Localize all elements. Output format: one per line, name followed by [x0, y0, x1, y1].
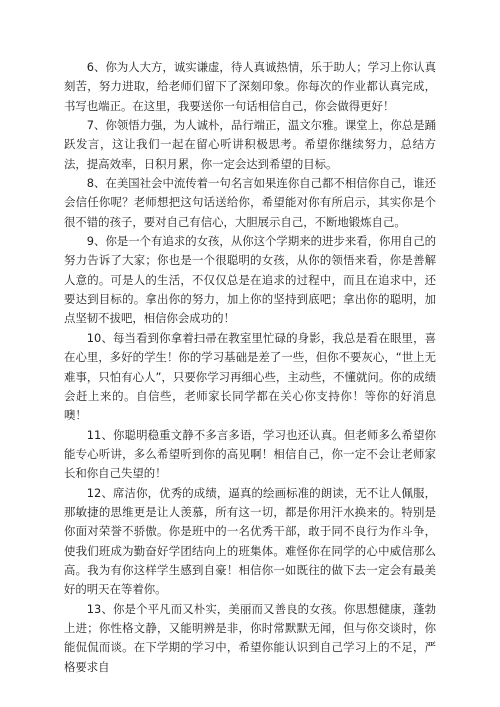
comment-paragraph-13: 13、你是个平凡而又朴实，美丽而又善良的女孩。你思想健康，蓬勃上进；你性格文静，又能明辨是非，你时常默默无闻，但与你交谈时，你能侃侃而谈。在下学期的学习中，希望你能认识到自己学习上的不足，严格要求自	[64, 601, 436, 674]
comment-paragraph-7: 7、你领悟力强，为人诚朴，品行端正，温文尔雅。课堂上，你总是踊跃发言，这让我们一起在留心听讲积极思考。希望你继续努力，总结方法，提高效率，日积月累，你一定会达到希望的目标。	[64, 118, 436, 171]
comment-paragraph-11: 11、你聪明稳重文静不多言多语，学习也还认真。但老师多么希望你能专心听讲，多么希望听到你的高见啊！相信自己，你一定不会让老师家长和你自己失望的！	[64, 427, 436, 481]
comment-paragraph-12: 12、席洁你，优秀的成绩，逼真的绘画标准的朗读，无不让人佩服，那敏捷的思维更是让人羡慕，所有这一切，都是你用汗水换来的。特别是你面对荣誉不骄傲。你是班中的一名优秀干部，敢于同不良行为作斗争，使我们班成为勤奋好学团结向上的班集体。难怪你在同学的心中威信那么高。我为有你这样学生感到自豪！相信你一如既往的做下去一定会有最美好的明天在等着你。	[64, 485, 436, 597]
comment-paragraph-10: 10、每当看到你拿着扫帚在教室里忙碌的身影，我总是看在眼里，喜在心里，多好的学生！你的学习基础是差了一些，但你不要灰心，“世上无难事，只怕有心人”，只要你学习再细心些，主动些，不懂就问。你的成绩会赶上来的。自信些，老师家长同学都在关心你支持你！等你的好消息噢！	[64, 330, 436, 423]
comment-paragraph-8: 8、在美国社会中流传着一句名言如果连你自己都不相信你自己，谁还会信任你呢？老师想把这句话送给你，希望能对你有所启示，其实你是个很不错的孩子，要对自己有信心，大胆展示自己，不断地锻炼自己。	[64, 176, 436, 229]
comment-paragraph-9: 9、你是一个有追求的女孩，从你这个学期来的进步来看，你用自己的努力告诉了大家；你也是一个很聪明的女孩，从你的领悟来看，你是善解人意的。可是人的生活，不仅仅总是在追求的过程中，而且在追求中，还要达到目标的。拿出你的努力，加上你的坚持到底吧；拿出你的聪明，加点坚韧不拔吧，相信你会成功的！	[64, 234, 436, 326]
comment-paragraph-6: 6、你为人大方，诚实谦虚，待人真诚热情，乐于助人；学习上你认真刻苦，努力进取，给老师们留下了深刻印象。你每次的作业都认真完成，书写也端正。在这里，我要送你一句话相信自己，你会做得更好！	[64, 60, 436, 113]
document-body	[64, 58, 436, 677]
